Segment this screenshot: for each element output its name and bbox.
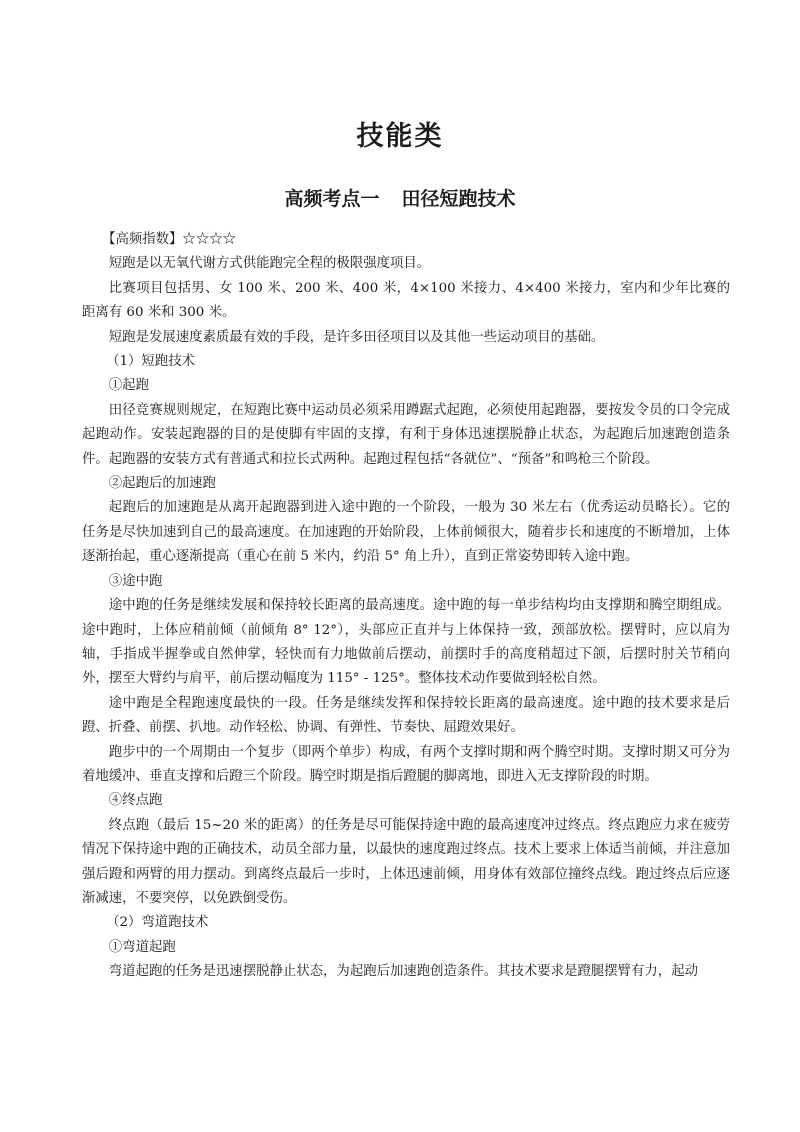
section-number: 高频考点一 xyxy=(284,188,380,210)
document-body xyxy=(82,228,730,985)
subheading: ①弯道起跑 xyxy=(108,939,176,955)
subheading: ②起跑后的加速跑 xyxy=(108,476,216,492)
paragraph: 起跑后的加速跑是从离开起跑器到进入途中跑的一个阶段，一般为 30 米左右（优秀运动员略长）。它的任务是尽快加速到自己的最高速度。在加速跑的开始阶段，上体前倾很大，随着步长和速度的不断增加，上体逐渐抬起，重心逐渐提高（重心在前 5 米内，约沿 5° 角上升），直到正常姿势即转入途中跑。 xyxy=(82,500,730,565)
heading: （1）短跑技术 xyxy=(106,354,195,370)
paragraph: 弯道起跑的任务是迅速摆脱静止状态，为起跑后加速跑创造条件。其技术要求是蹬腿摆臂有力，起动 xyxy=(108,964,698,980)
paragraph: 田径竞赛规则规定，在短跑比赛中运动员必须采用蹲踞式起跑，必须使用起跑器，要按发令员的口令完成起跑动作。安装起跑器的目的是使脚有牢固的支撑，有利于身体迅速摆脱静止状态，为起跑后加速跑创造条件。起跑器的安装方式有普通式和拉长式两种。起跑过程包括“各就位”、“预备”和鸣枪三个阶段。 xyxy=(82,402,730,467)
paragraph: 跑步中的一个周期由一个复步（即两个单步）构成，有两个支撑时期和两个腾空时期。支撑时期又可分为着地缓冲、垂直支撑和后蹬三个阶段。腾空时期是指后蹬腿的脚离地，即进入无支撑阶段的时期。 xyxy=(82,744,730,784)
page-title: 技能类 xyxy=(356,121,444,152)
paragraph: 终点跑（最后 15~20 米的距离）的任务是尽可能保持途中跑的最高速度冲过终点。终点跑应力求在疲劳情况下保持途中跑的正确技术，动员全部力量，以最快的速度跑过终点。技术上要求上体适当前倾，并注意加强后蹬和两臂的用力摆动。到离终点最后一步时，上体迅速前倾，用身体有效部位撞终点线。跑过终点后应逐渐减速，不要突停，以免跌倒受伤。 xyxy=(82,817,730,906)
heading: （2）弯道跑技术 xyxy=(106,915,209,931)
subheading: ①起跑 xyxy=(108,378,149,394)
subheading: ③途中跑 xyxy=(108,573,163,589)
paragraph: 途中跑是全程跑速度最快的一段。任务是继续发挥和保持较长距离的最高速度。途中跑的技术要求是后蹬、折叠、前摆、扒地。动作轻松、协调、有弹性、节奏快、屈蹬效果好。 xyxy=(82,695,730,736)
paragraph: 短跑是以无氧代谢方式供能跑完全程的极限强度项目。 xyxy=(108,256,431,272)
section-title xyxy=(0,184,800,211)
paragraph: 短跑是发展速度素质最有效的手段，是许多田径项目以及其他一些运动项目的基础。 xyxy=(108,329,605,345)
section-topic: 田径短跑技术 xyxy=(401,188,516,210)
paragraph: 比赛项目包括男、女 100 米、200 米、400 米，4×100 米接力、4×400 米接力，室内和少年比赛的距离有 60 米和 300 米。 xyxy=(82,280,730,321)
paragraph: 途中跑的任务是继续发展和保持较长距离的最高速度。途中跑的每一单步结构均由支撑期和腾空期组成。途中跑时，上体应稍前倾（前倾角 8° 12°），头部应正直并与上体保持一致，颈部放松。摆臂时，应以肩为轴，手指成半握拳或自然伸掌，轻快而有力地做前后摆动，前摆时手的高度稍超过下颌，后摆时肘关节稍向外，摆至大臂约与肩平，前后摆动幅度为 115° - 125°。整体技术动作要做到轻松自然。 xyxy=(82,598,730,687)
subheading: ④终点跑 xyxy=(108,793,163,809)
frequency-index: 【高频指数】☆☆☆☆ xyxy=(102,232,236,247)
